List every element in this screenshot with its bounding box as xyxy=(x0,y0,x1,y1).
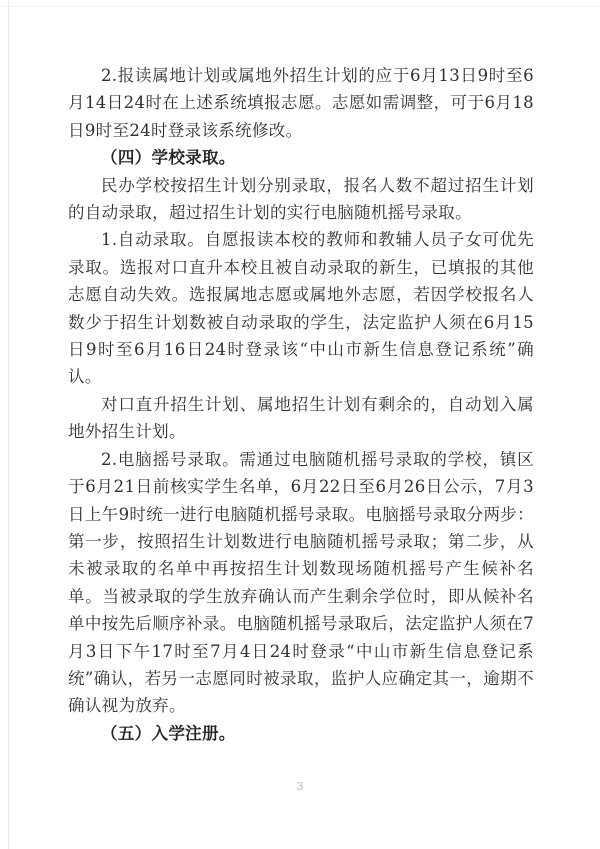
heading-section-five-enrollment-registration: （五）入学注册。 xyxy=(101,723,236,743)
paragraph-item-2-fill-volunteer: 2.报读属地计划或属地外招生计划的应于6月13日9时至6月14日24时在上述系统填报志愿。志愿如需调整，可于6月18日9时至24时登录该系统修改。 xyxy=(68,66,534,140)
paragraph-remaining-plan-transfer: 对口直升招生计划、属地招生计划有剩余的，自动划入属地外招生计划。 xyxy=(68,394,534,442)
document-text-column xyxy=(68,62,534,747)
scan-edge-left xyxy=(8,0,9,849)
paragraph-private-school-admission-rule: 民办学校按招生计划分别录取，报名人数不超过招生计划的自动录取，超过招生计划的实行电脑随机摇号录取。 xyxy=(68,175,534,223)
heading-section-four-school-admission: （四）学校录取。 xyxy=(101,148,236,168)
paragraph-item-1-automatic-admission: 1.自动录取。自愿报读本校的教师和教辅人员子女可优先录取。选报对口直升本校且被自动录取的新生，已填报的其他志愿自动失效。选报属地志愿或属地外志愿，若因学校报名人数少于招生计划数被自动录取的学生，法定监护人须在6月15日9时至6月16日24时登录该“中山市新生信息登记系统”确认。 xyxy=(68,230,534,387)
paragraph-item-2-lottery-admission: 2.电脑摇号录取。需通过电脑随机摇号录取的学校，镇区于6月21日前核实学生名单，6月22日至6月26日公示，7月3日上午9时统一进行电脑随机摇号录取。电脑摇号录取分两步：第一步，按照招生计划数进行电脑随机摇号录取；第二步，从未被录取的名单中再按招生计划数现场随机摇号产生候补名单。当被录取的学生放弃确认而产生剩余学位时，即从候补名单中按先后顺序补录。电脑随机摇号录取后，法定监护人须在7月3日下午17时至7月4日24时登录“中山市新生信息登记系统”确认，若另一志愿同时被录取，监护人应确定其一，逾期不确认视为放弃。 xyxy=(68,449,534,716)
page-number: 3 xyxy=(296,780,304,793)
scan-edge-top xyxy=(0,6,600,7)
